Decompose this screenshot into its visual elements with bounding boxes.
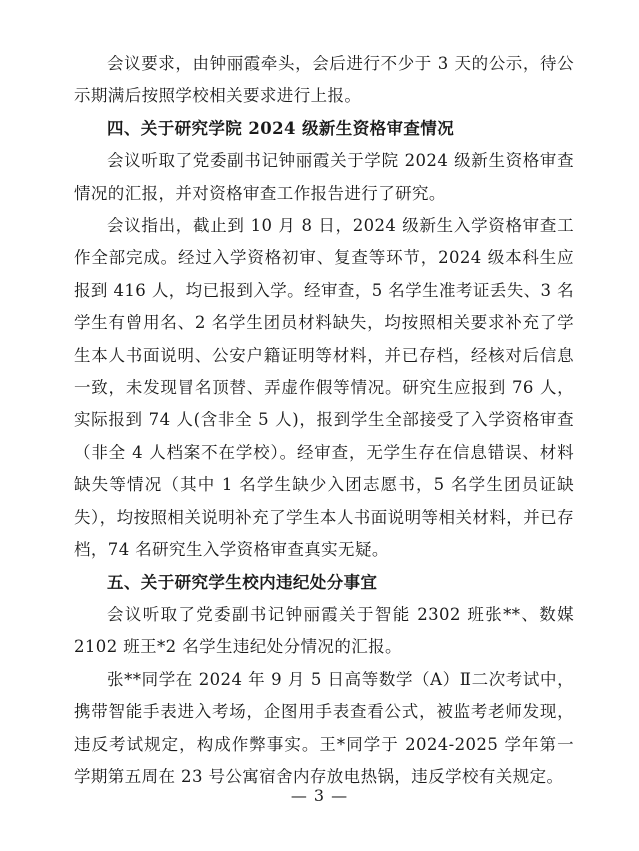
paragraph-publicity-requirement: 会议要求，由钟丽霞牵头，会后进行不少于 3 天的公示，待公示期满后按照学校相关要求进行上报。 <box>74 54 574 106</box>
paragraph-discipline-details: 张**同学在 2024 年 9 月 5 日高等数学（A）Ⅱ二次考试中，携带智能手表进入考场，企图用手表查看公式，被监考老师发现，违反考试规定，构成作弊事实。王*同学于 2024-2025 学年第一学期第五周在 23 号公寓宿舍内存放电热锅，违反学校有关规定。 <box>74 669 574 786</box>
paragraph-discipline-report: 会议听取了党委副书记钟丽霞关于智能 2302 班张**、数媒 2102 班王*2 名学生违纪处分情况的汇报。 <box>74 604 574 657</box>
paragraph-review-report: 会议听取了党委副书记钟丽霞关于学院 2024 级新生资格审查情况的汇报，并对资格审查工作报告进行了研究。 <box>74 151 574 203</box>
page-number: — 3 — <box>290 786 349 805</box>
paragraph-review-details: 会议指出，截止到 10 月 8 日，2024 级新生入学资格审查工作全部完成。经过入学资格初审、复查等环节，2024 级本科生应报到 416 人，均已报到入学。经审查，5 名学生准考证丢失、3 名学生有曾用名、2 名学生团员材料缺失，均按照相关要求补充了学生本人书面说明、公安户籍证明等材料，并已存档，经核对后信息一致，未发现冒名顶替、弄虚作假等情况。研究生应报到 76 人，实际报到 74 人(含非全 5 人)，报到学生全部接受了入学资格审查（非全 4 人档案不在学校）。经审查，无学生存在信息错误、材料缺失等情况（其中 1 名学生缺少入团志愿书，5 名学生团员证缺失），均按照相关说明补充了学生本人书面说明等相关材料，并已存档，74 名研究生入学资格审查真实无疑。 <box>74 216 574 560</box>
section-heading-5: 五、关于研究学生校内违纪处分事宜 <box>107 572 378 592</box>
document-body <box>74 48 574 793</box>
section-heading-4: 四、关于研究学院 2024 级新生资格审查情况 <box>107 118 455 138</box>
